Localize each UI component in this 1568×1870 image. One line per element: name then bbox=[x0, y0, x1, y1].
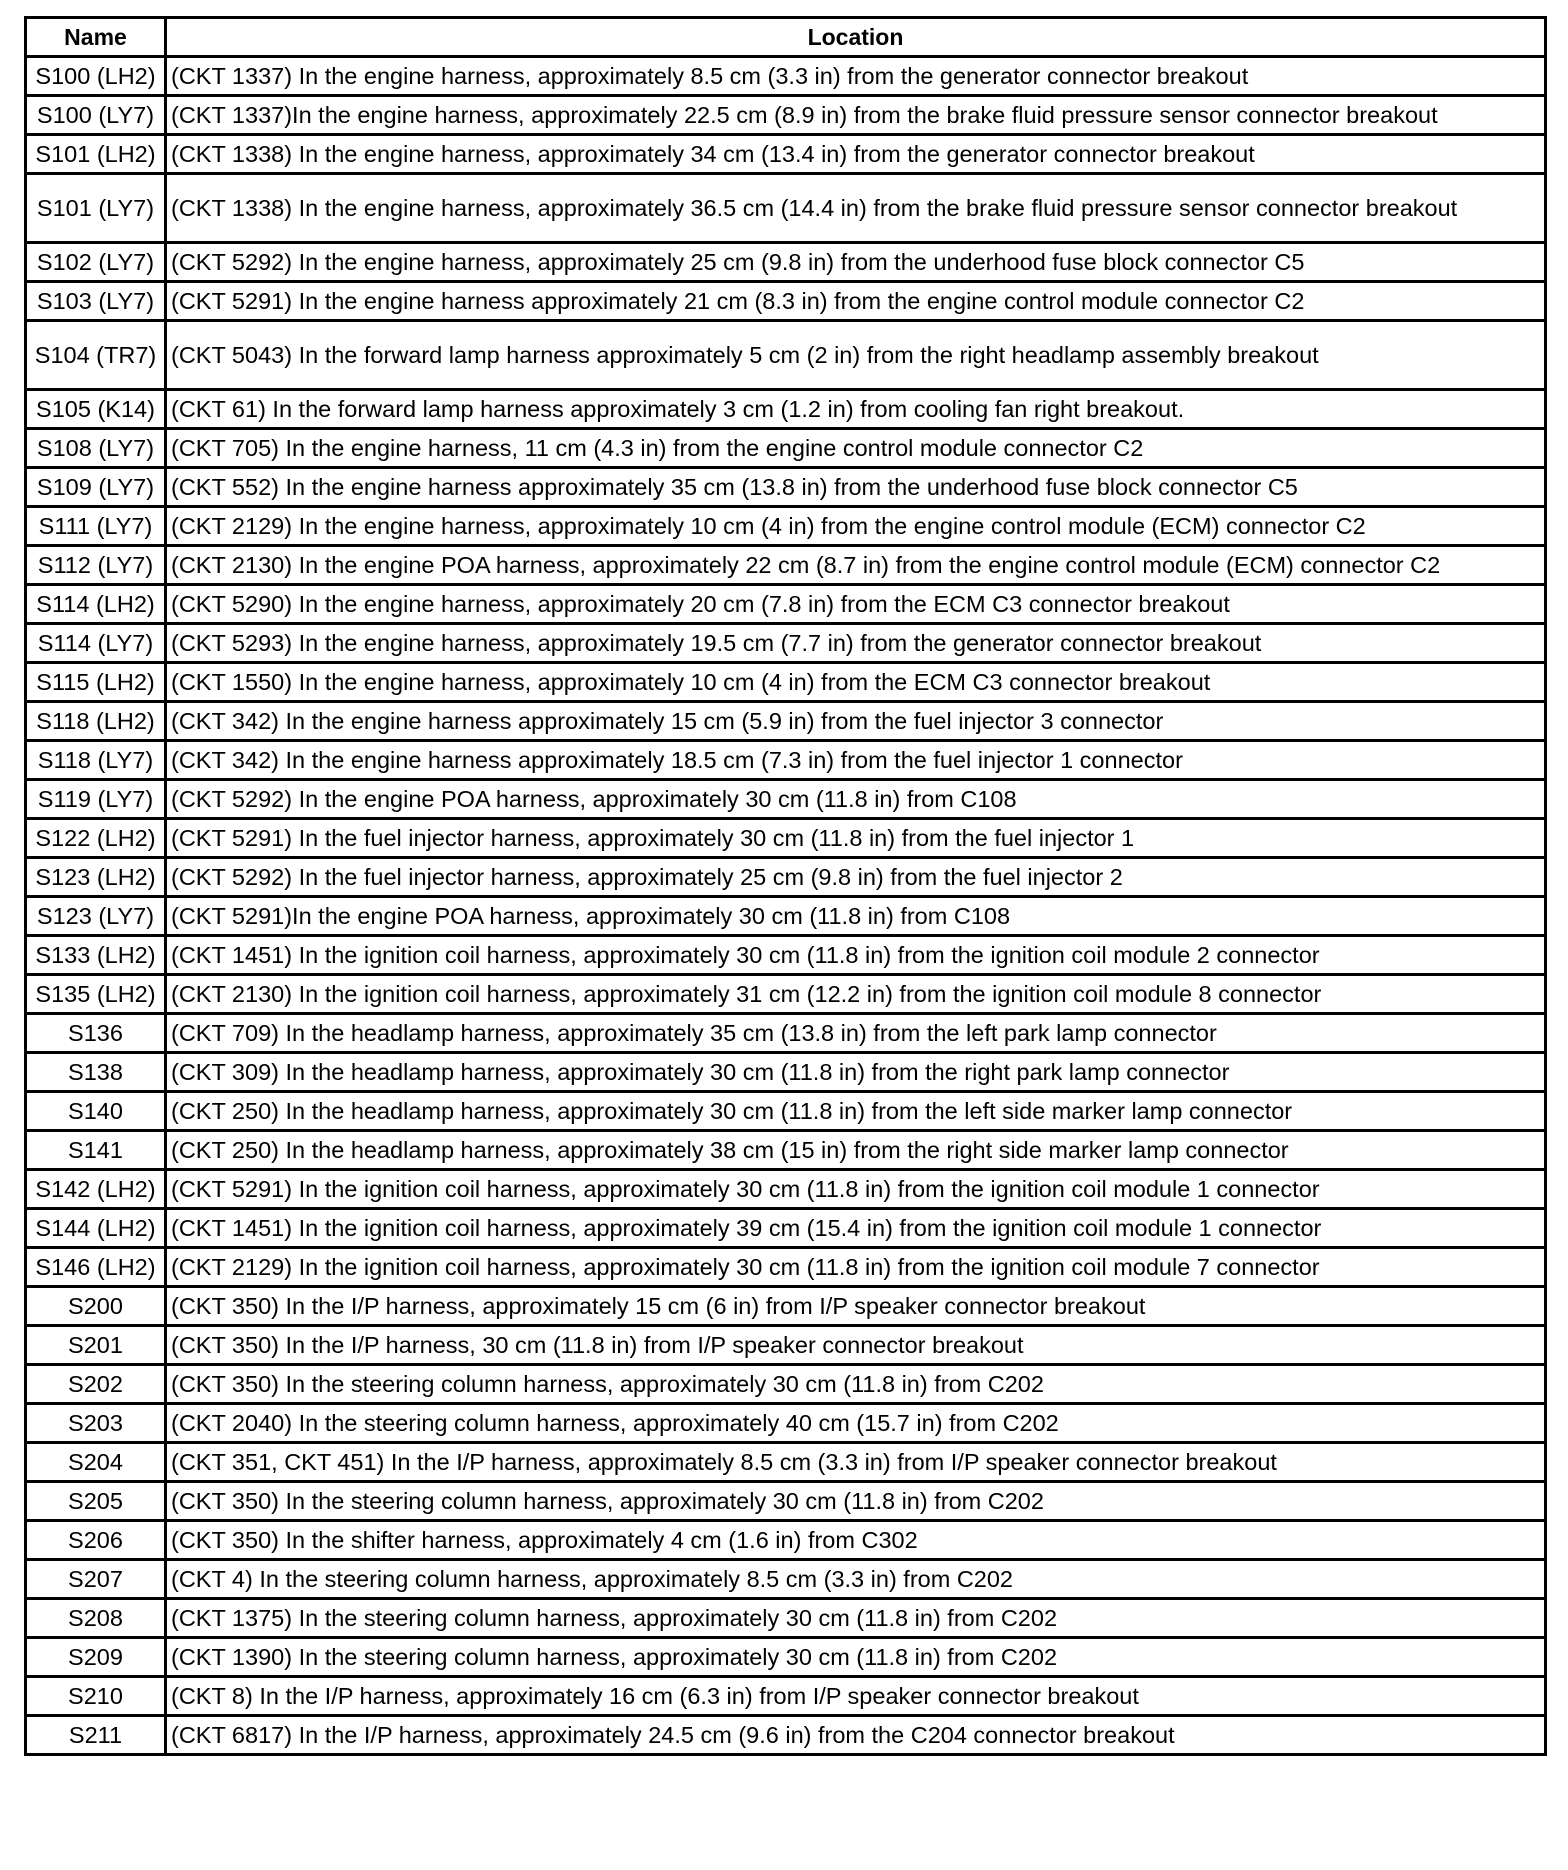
splice-location-cell: (CKT 705) In the engine harness, 11 cm (4.3 in) from the engine control module connector C2 bbox=[166, 429, 1546, 468]
splice-name-cell: S123 (LY7) bbox=[26, 897, 166, 936]
table-row bbox=[26, 1482, 1546, 1521]
splice-name-cell: S112 (LY7) bbox=[26, 546, 166, 585]
table-row bbox=[26, 780, 1546, 819]
table-row bbox=[26, 468, 1546, 507]
splice-location-cell: (CKT 5293) In the engine harness, approximately 19.5 cm (7.7 in) from the generator connector breakout bbox=[166, 624, 1546, 663]
table-row bbox=[26, 1677, 1546, 1716]
splice-location-cell: (CKT 250) In the headlamp harness, approximately 38 cm (15 in) from the right side marker lamp connector bbox=[166, 1131, 1546, 1170]
table-row bbox=[26, 1599, 1546, 1638]
table-row bbox=[26, 507, 1546, 546]
splice-location-cell: (CKT 350) In the steering column harness, approximately 30 cm (11.8 in) from C202 bbox=[166, 1365, 1546, 1404]
splice-name-cell: S209 bbox=[26, 1638, 166, 1677]
splice-name-cell: S100 (LY7) bbox=[26, 96, 166, 135]
splice-location-cell: (CKT 5043) In the forward lamp harness approximately 5 cm (2 in) from the right headlamp assembly breakout bbox=[166, 321, 1546, 390]
splice-name-cell: S146 (LH2) bbox=[26, 1248, 166, 1287]
splice-name-cell: S100 (LH2) bbox=[26, 57, 166, 96]
table-row bbox=[26, 663, 1546, 702]
splice-name-cell: S206 bbox=[26, 1521, 166, 1560]
table-row bbox=[26, 741, 1546, 780]
splice-name-cell: S118 (LY7) bbox=[26, 741, 166, 780]
table-row bbox=[26, 1326, 1546, 1365]
splice-location-cell: (CKT 1451) In the ignition coil harness, approximately 39 cm (15.4 in) from the ignition coil module 1 connector bbox=[166, 1209, 1546, 1248]
name-column-header: Name bbox=[26, 18, 166, 57]
splice-location-cell: (CKT 350) In the shifter harness, approximately 4 cm (1.6 in) from C302 bbox=[166, 1521, 1546, 1560]
splice-location-cell: (CKT 6817) In the I/P harness, approximately 24.5 cm (9.6 in) from the C204 connector breakout bbox=[166, 1716, 1546, 1755]
splice-location-cell: (CKT 2129) In the ignition coil harness, approximately 30 cm (11.8 in) from the ignition coil module 7 connector bbox=[166, 1248, 1546, 1287]
location-column-header: Location bbox=[166, 18, 1546, 57]
table-row bbox=[26, 243, 1546, 282]
splice-location-cell: (CKT 350) In the I/P harness, approximately 15 cm (6 in) from I/P speaker connector breakout bbox=[166, 1287, 1546, 1326]
table-row bbox=[26, 1131, 1546, 1170]
table-row bbox=[26, 57, 1546, 96]
table-row bbox=[26, 1209, 1546, 1248]
splice-name-cell: S136 bbox=[26, 1014, 166, 1053]
table-row bbox=[26, 135, 1546, 174]
splice-name-cell: S141 bbox=[26, 1131, 166, 1170]
splice-location-cell: (CKT 5292) In the engine POA harness, approximately 30 cm (11.8 in) from C108 bbox=[166, 780, 1546, 819]
splice-name-cell: S102 (LY7) bbox=[26, 243, 166, 282]
splice-name-cell: S142 (LH2) bbox=[26, 1170, 166, 1209]
splice-name-cell: S202 bbox=[26, 1365, 166, 1404]
splice-location-cell: (CKT 4) In the steering column harness, approximately 8.5 cm (3.3 in) from C202 bbox=[166, 1560, 1546, 1599]
splice-location-cell: (CKT 309) In the headlamp harness, approximately 30 cm (11.8 in) from the right park lamp connector bbox=[166, 1053, 1546, 1092]
table-row bbox=[26, 429, 1546, 468]
table-row bbox=[26, 282, 1546, 321]
table-row bbox=[26, 174, 1546, 243]
splice-location-cell: (CKT 1451) In the ignition coil harness, approximately 30 cm (11.8 in) from the ignition coil module 2 connector bbox=[166, 936, 1546, 975]
table-row bbox=[26, 858, 1546, 897]
table-row bbox=[26, 1443, 1546, 1482]
splice-name-cell: S122 (LH2) bbox=[26, 819, 166, 858]
table-row bbox=[26, 1560, 1546, 1599]
splice-location-cell: (CKT 552) In the engine harness approximately 35 cm (13.8 in) from the underhood fuse block connector C5 bbox=[166, 468, 1546, 507]
splice-name-cell: S138 bbox=[26, 1053, 166, 1092]
table-row bbox=[26, 1092, 1546, 1131]
splice-name-cell: S115 (LH2) bbox=[26, 663, 166, 702]
splice-location-cell: (CKT 2129) In the engine harness, approximately 10 cm (4 in) from the engine control module (ECM) connector C2 bbox=[166, 507, 1546, 546]
splice-location-cell: (CKT 1338) In the engine harness, approximately 34 cm (13.4 in) from the generator connector breakout bbox=[166, 135, 1546, 174]
table-row bbox=[26, 1053, 1546, 1092]
splice-location-cell: (CKT 2130) In the engine POA harness, approximately 22 cm (8.7 in) from the engine control module (ECM) connector C2 bbox=[166, 546, 1546, 585]
table-row bbox=[26, 390, 1546, 429]
table-row bbox=[26, 1638, 1546, 1677]
splice-name-cell: S118 (LH2) bbox=[26, 702, 166, 741]
splice-location-cell: (CKT 5290) In the engine harness, approximately 20 cm (7.8 in) from the ECM C3 connector breakout bbox=[166, 585, 1546, 624]
splice-name-cell: S201 bbox=[26, 1326, 166, 1365]
splice-name-cell: S208 bbox=[26, 1599, 166, 1638]
splice-location-cell: (CKT 5292) In the engine harness, approximately 25 cm (9.8 in) from the underhood fuse block connector C5 bbox=[166, 243, 1546, 282]
table-row bbox=[26, 1404, 1546, 1443]
table-row bbox=[26, 624, 1546, 663]
splice-location-cell: (CKT 250) In the headlamp harness, approximately 30 cm (11.8 in) from the left side marker lamp connector bbox=[166, 1092, 1546, 1131]
table-row bbox=[26, 585, 1546, 624]
table-row bbox=[26, 546, 1546, 585]
splice-location-cell: (CKT 5292) In the fuel injector harness, approximately 25 cm (9.8 in) from the fuel injector 2 bbox=[166, 858, 1546, 897]
splice-location-cell: (CKT 5291) In the fuel injector harness, approximately 30 cm (11.8 in) from the fuel injector 1 bbox=[166, 819, 1546, 858]
table-row bbox=[26, 1014, 1546, 1053]
splice-name-cell: S114 (LH2) bbox=[26, 585, 166, 624]
splice-location-cell: (CKT 1337) In the engine harness, approximately 8.5 cm (3.3 in) from the generator connector breakout bbox=[166, 57, 1546, 96]
splice-name-cell: S205 bbox=[26, 1482, 166, 1521]
splice-location-cell: (CKT 350) In the steering column harness, approximately 30 cm (11.8 in) from C202 bbox=[166, 1482, 1546, 1521]
splice-name-cell: S211 bbox=[26, 1716, 166, 1755]
splice-name-cell: S203 bbox=[26, 1404, 166, 1443]
table-row bbox=[26, 1248, 1546, 1287]
table-body bbox=[26, 57, 1546, 1755]
table-row bbox=[26, 1716, 1546, 1755]
table-row bbox=[26, 1365, 1546, 1404]
splice-location-cell: (CKT 1375) In the steering column harness, approximately 30 cm (11.8 in) from C202 bbox=[166, 1599, 1546, 1638]
splice-location-cell: (CKT 2130) In the ignition coil harness, approximately 31 cm (12.2 in) from the ignition coil module 8 connector bbox=[166, 975, 1546, 1014]
splice-location-cell: (CKT 351, CKT 451) In the I/P harness, approximately 8.5 cm (3.3 in) from I/P speaker connector breakout bbox=[166, 1443, 1546, 1482]
table-row bbox=[26, 1170, 1546, 1209]
splice-location-cell: (CKT 1550) In the engine harness, approximately 10 cm (4 in) from the ECM C3 connector breakout bbox=[166, 663, 1546, 702]
splice-location-cell: (CKT 61) In the forward lamp harness approximately 3 cm (1.2 in) from cooling fan right breakout. bbox=[166, 390, 1546, 429]
table-row bbox=[26, 1521, 1546, 1560]
splice-location-cell: (CKT 2040) In the steering column harness, approximately 40 cm (15.7 in) from C202 bbox=[166, 1404, 1546, 1443]
table-row bbox=[26, 702, 1546, 741]
splice-location-cell: (CKT 1338) In the engine harness, approximately 36.5 cm (14.4 in) from the brake fluid pressure sensor connector breakout bbox=[166, 174, 1546, 243]
splice-name-cell: S123 (LH2) bbox=[26, 858, 166, 897]
splice-location-cell: (CKT 8) In the I/P harness, approximately 16 cm (6.3 in) from I/P speaker connector breakout bbox=[166, 1677, 1546, 1716]
table-row bbox=[26, 975, 1546, 1014]
splice-name-cell: S109 (LY7) bbox=[26, 468, 166, 507]
splice-location-cell: (CKT 1337)In the engine harness, approximately 22.5 cm (8.9 in) from the brake fluid pressure sensor connector breakout bbox=[166, 96, 1546, 135]
header-row bbox=[26, 18, 1546, 57]
splice-name-cell: S108 (LY7) bbox=[26, 429, 166, 468]
splice-name-cell: S119 (LY7) bbox=[26, 780, 166, 819]
splice-name-cell: S210 bbox=[26, 1677, 166, 1716]
table-row bbox=[26, 321, 1546, 390]
splice-name-cell: S101 (LY7) bbox=[26, 174, 166, 243]
splice-name-cell: S133 (LH2) bbox=[26, 936, 166, 975]
splice-location-cell: (CKT 342) In the engine harness approximately 18.5 cm (7.3 in) from the fuel injector 1 connector bbox=[166, 741, 1546, 780]
splice-name-cell: S101 (LH2) bbox=[26, 135, 166, 174]
splice-name-cell: S207 bbox=[26, 1560, 166, 1599]
table-row bbox=[26, 819, 1546, 858]
table-row bbox=[26, 1287, 1546, 1326]
splice-name-cell: S103 (LY7) bbox=[26, 282, 166, 321]
splice-location-table bbox=[24, 16, 1547, 1756]
table-row bbox=[26, 936, 1546, 975]
splice-name-cell: S204 bbox=[26, 1443, 166, 1482]
splice-location-cell: (CKT 350) In the I/P harness, 30 cm (11.8 in) from I/P speaker connector breakout bbox=[166, 1326, 1546, 1365]
splice-name-cell: S104 (TR7) bbox=[26, 321, 166, 390]
splice-location-cell: (CKT 5291)In the engine POA harness, approximately 30 cm (11.8 in) from C108 bbox=[166, 897, 1546, 936]
splice-name-cell: S105 (K14) bbox=[26, 390, 166, 429]
splice-location-cell: (CKT 709) In the headlamp harness, approximately 35 cm (13.8 in) from the left park lamp connector bbox=[166, 1014, 1546, 1053]
splice-name-cell: S111 (LY7) bbox=[26, 507, 166, 546]
splice-name-cell: S200 bbox=[26, 1287, 166, 1326]
splice-name-cell: S140 bbox=[26, 1092, 166, 1131]
splice-name-cell: S135 (LH2) bbox=[26, 975, 166, 1014]
table-row bbox=[26, 897, 1546, 936]
splice-name-cell: S114 (LY7) bbox=[26, 624, 166, 663]
splice-location-cell: (CKT 5291) In the ignition coil harness, approximately 30 cm (11.8 in) from the ignition coil module 1 connector bbox=[166, 1170, 1546, 1209]
splice-location-cell: (CKT 5291) In the engine harness approximately 21 cm (8.3 in) from the engine control module connector C2 bbox=[166, 282, 1546, 321]
splice-location-cell: (CKT 342) In the engine harness approximately 15 cm (5.9 in) from the fuel injector 3 connector bbox=[166, 702, 1546, 741]
splice-location-cell: (CKT 1390) In the steering column harness, approximately 30 cm (11.8 in) from C202 bbox=[166, 1638, 1546, 1677]
table-row bbox=[26, 96, 1546, 135]
splice-name-cell: S144 (LH2) bbox=[26, 1209, 166, 1248]
